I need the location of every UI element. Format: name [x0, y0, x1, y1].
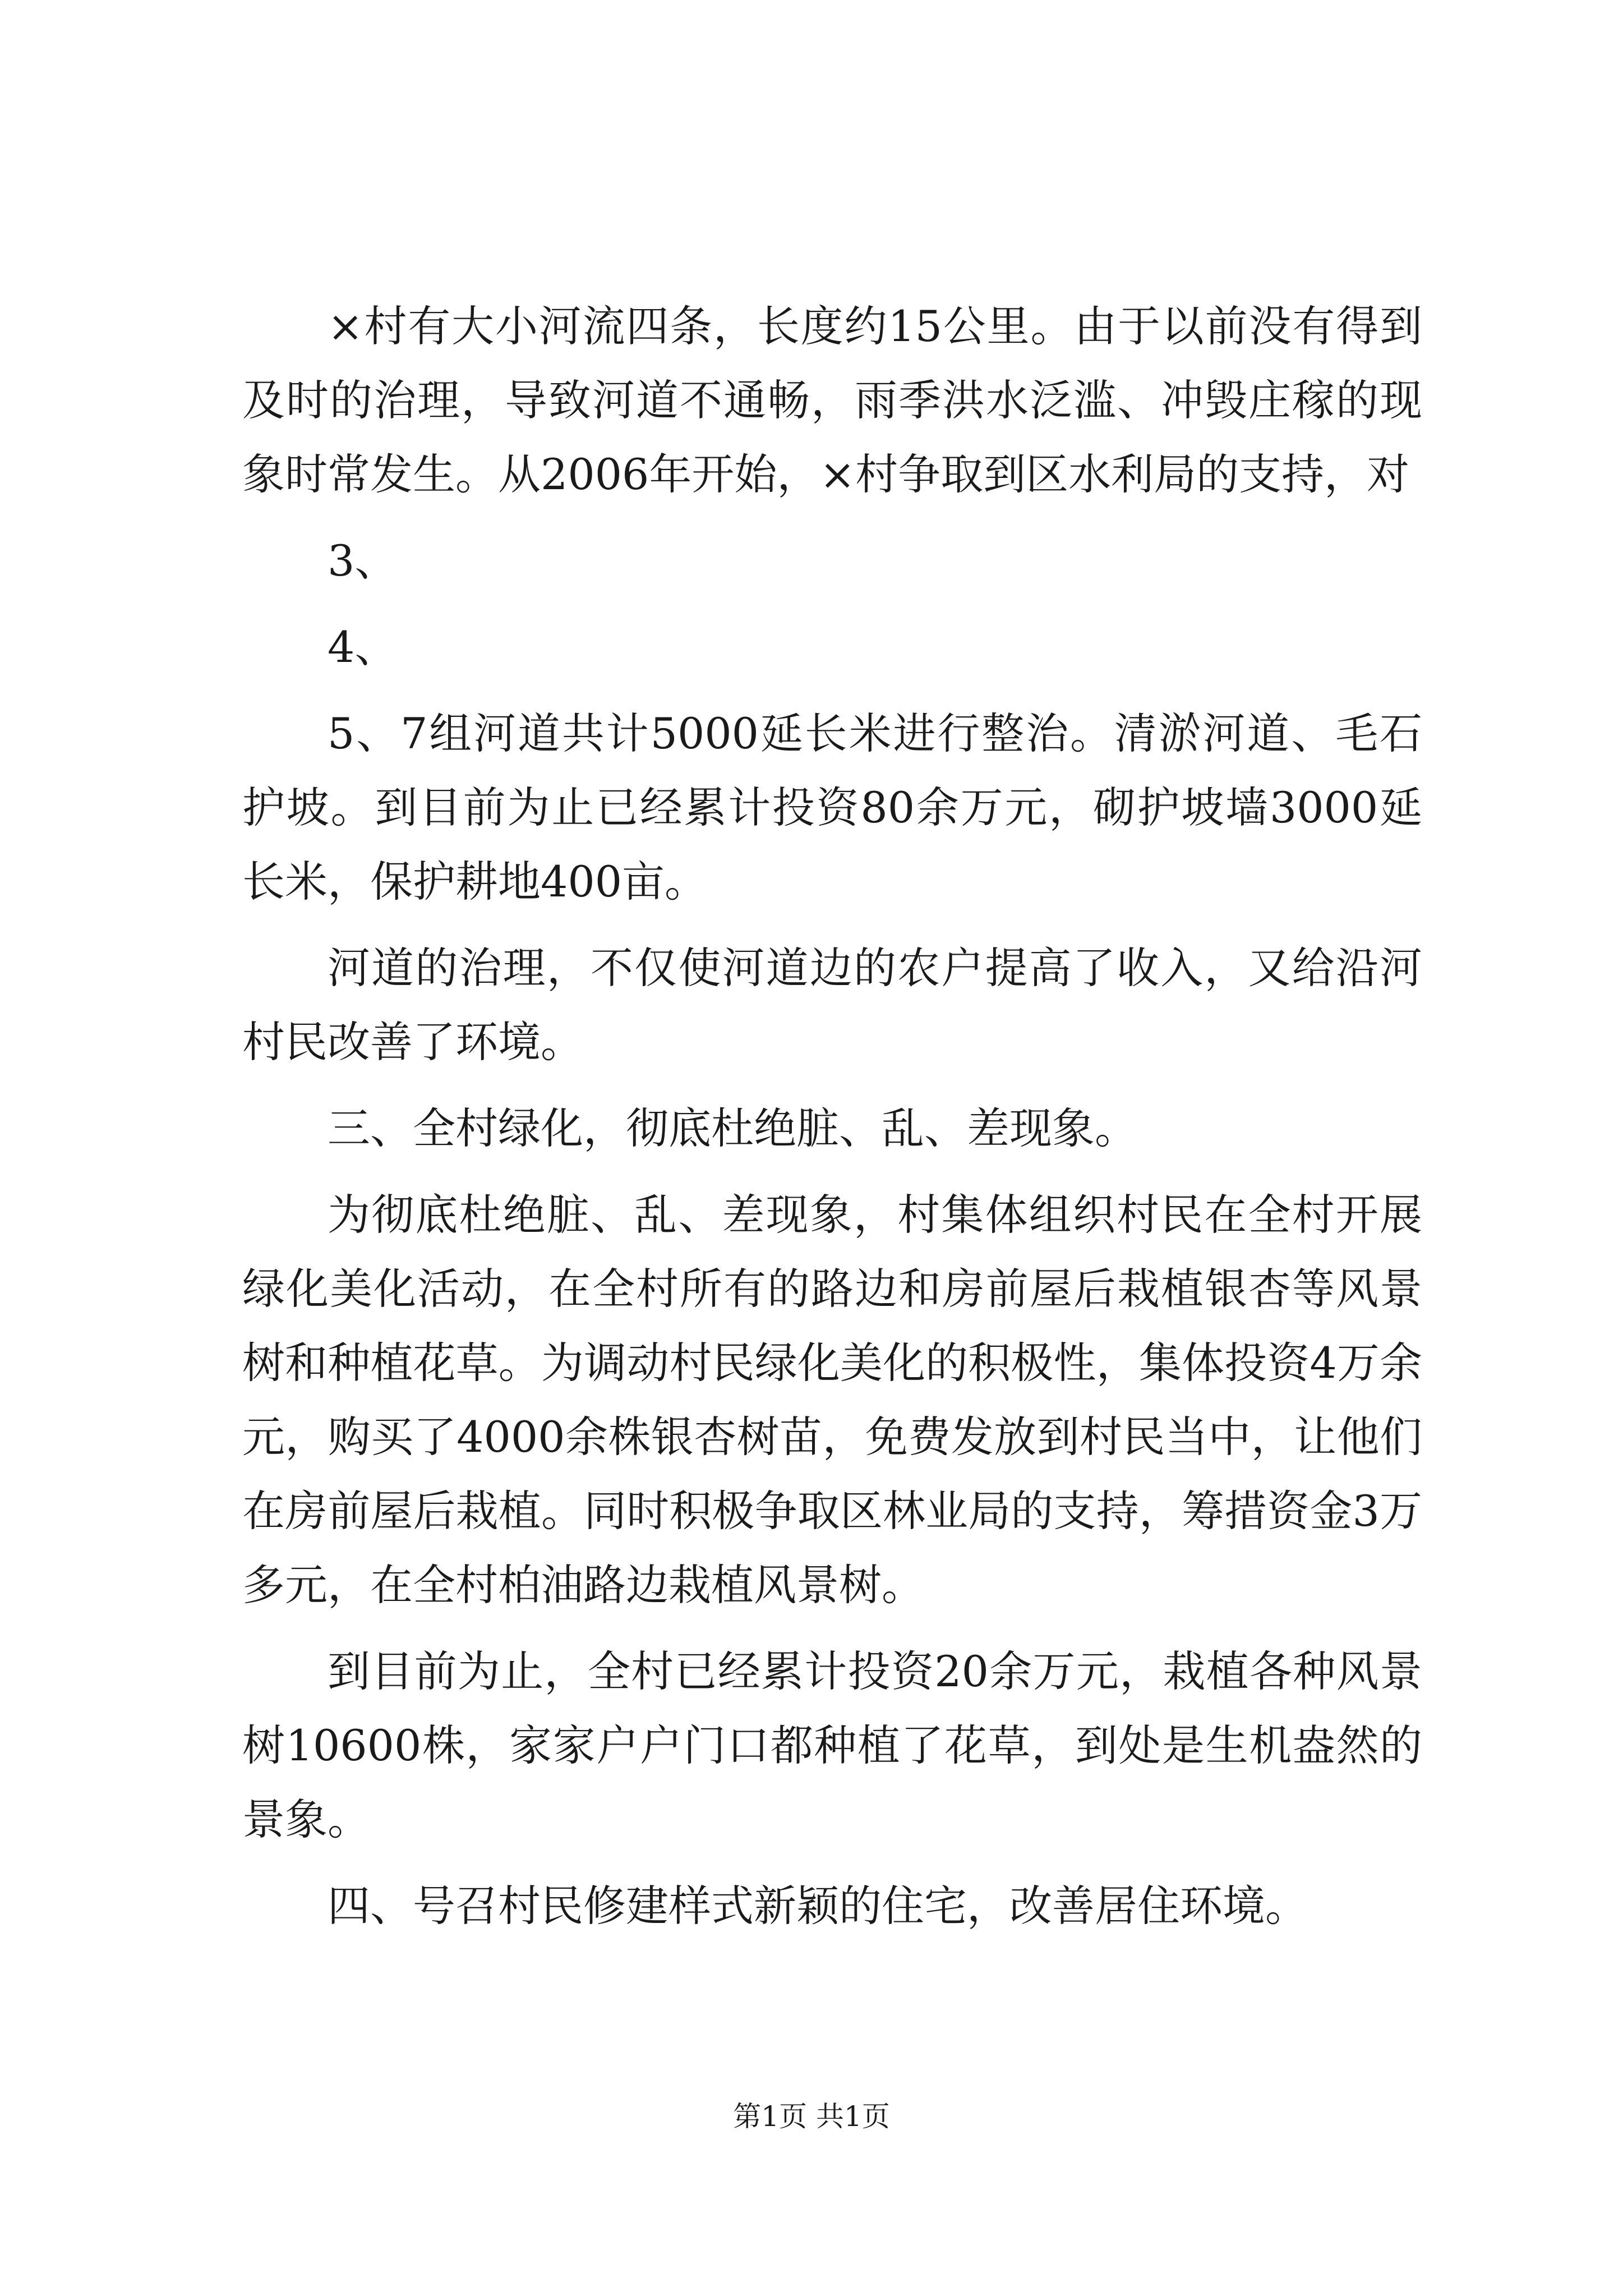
paragraph-item-4: 4、 [328, 622, 398, 672]
section-heading-greening: 三、全村绿化，彻底杜绝脏、乱、差现象。 [328, 1103, 1137, 1153]
document-body [242, 289, 1422, 1955]
page-number-label: 第1页 共1页 [733, 2100, 890, 2133]
paragraph-item-3: 3、 [328, 536, 398, 586]
page-footer [0, 2097, 1623, 2136]
paragraph-river-works: 5、7组河道共计5000延长米进行整治。清淤河道、毛石护坡。到目前为止已经累计投资80余万元，砌护坡墙3000延长米，保护耕地400亩。 [242, 708, 1422, 907]
paragraph-greening-activities: 为彻底杜绝脏、乱、差现象，村集体组织村民在全村开展绿化美化活动，在全村所有的路边和房前屋后栽植银杏等风景树和种植花草。为调动村民绿化美化的积极性，集体投资4万余元，购买了4000余株银杏树苗，免费发放到村民当中，让他们在房前屋后栽植。同时积极争取区林业局的支持，筹措资金3万多元，在全村柏油路边栽植风景树。 [242, 1190, 1422, 1610]
paragraph-greening-results: 到目前为止，全村已经累计投资20余万元，栽植各种风景树10600株，家家户户门口都种植了花草，到处是生机盎然的景象。 [242, 1646, 1422, 1844]
paragraph-river-intro: ×村有大小河流四条，长度约15公里。由于以前没有得到及时的治理，导致河道不通畅，雨季洪水泛滥、冲毁庄稼的现象时常发生。从2006年开始，×村争取到区水利局的支持，对 [242, 301, 1422, 499]
paragraph-river-benefit: 河道的治理，不仅使河道边的农户提高了收入，又给沿河村民改善了环境。 [242, 943, 1422, 1067]
section-heading-housing: 四、号召村民修建样式新颖的住宅，改善居住环境。 [328, 1881, 1308, 1931]
